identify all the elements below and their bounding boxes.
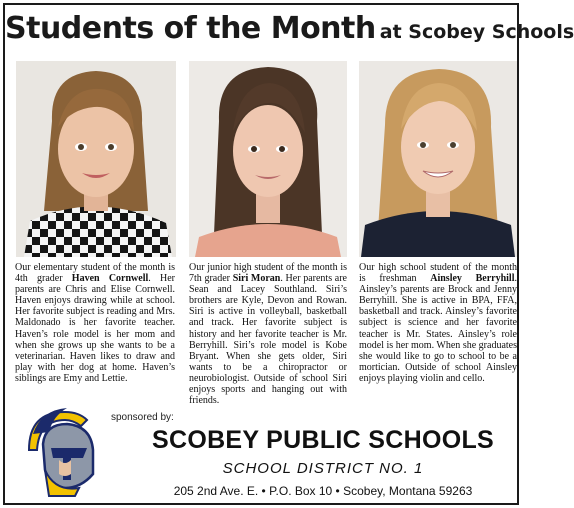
student-photo-junior-high bbox=[189, 61, 347, 257]
ad-frame bbox=[3, 3, 574, 505]
student-photo-high-school bbox=[359, 61, 517, 257]
student-name-high-school: Ainsley Berryhill bbox=[430, 273, 515, 285]
school-address: 205 2nd Ave. E. • P.O. Box 10 • Scobey, Montana 59263 bbox=[173, 484, 473, 498]
student-photo-elementary bbox=[16, 61, 176, 257]
sponsor-label: sponsored by: bbox=[111, 412, 174, 423]
title-main: Students of the Month bbox=[5, 11, 376, 46]
spartan-helmet-mascot-icon bbox=[19, 404, 111, 496]
title-sub: at Scobey Schools bbox=[379, 21, 574, 43]
school-district: SCHOOL DISTRICT NO. 1 bbox=[222, 460, 424, 477]
page-title bbox=[5, 11, 574, 46]
student-bio-high-school: Our high school student of the month is freshman Ainsley Berryhill. Ainsley’s parents are Brock and Jenny Berryhill. She is active in BPA, FFA, basketball and track. Ainsley’s favorite subject is science and her favorite teacher is Mr. States. Ainsley’s role model is her mom. When she graduates she would like to go to school to be a mortician. Outside of school Ainsley enjoys playing violin and cello. bbox=[359, 262, 517, 384]
student-bio-elementary: Our elementary student of the month is 4th grader Haven Cornwell. Her parents are Chris and Elise Cornwell. Haven enjoys drawing while at school. Her favorite subject is reading and Mrs. Maldonado is her favorite teacher. Haven’s role model is her mom and when she grows up she wants to be a veterinarian. Haven likes to draw and play with her dog at home. Haven’s siblings are Emy and Lettie. bbox=[15, 262, 175, 384]
school-name: SCOBEY PUBLIC SCHOOLS bbox=[152, 426, 494, 454]
student-name-junior-high: Siri Moran bbox=[232, 273, 281, 285]
student-bio-junior-high: Our junior high student of the month is 7th grader Siri Moran. Her parents are Sean and Lacey Southland. Siri’s brothers are Kyle, Devon and Rowan. Siri is active in volleyball, basketball and track. Her favorite subject is history and her favorite teacher is Mr. Berryhill. Siri’s role model is Kobe Bryant. When she gets older, Siri wants to be a chiropractor or neurobiologist. Outside of school Siri enjoys sports and hanging out with friends. bbox=[189, 262, 347, 407]
student-name-elementary: Haven Cornwell bbox=[71, 273, 149, 285]
